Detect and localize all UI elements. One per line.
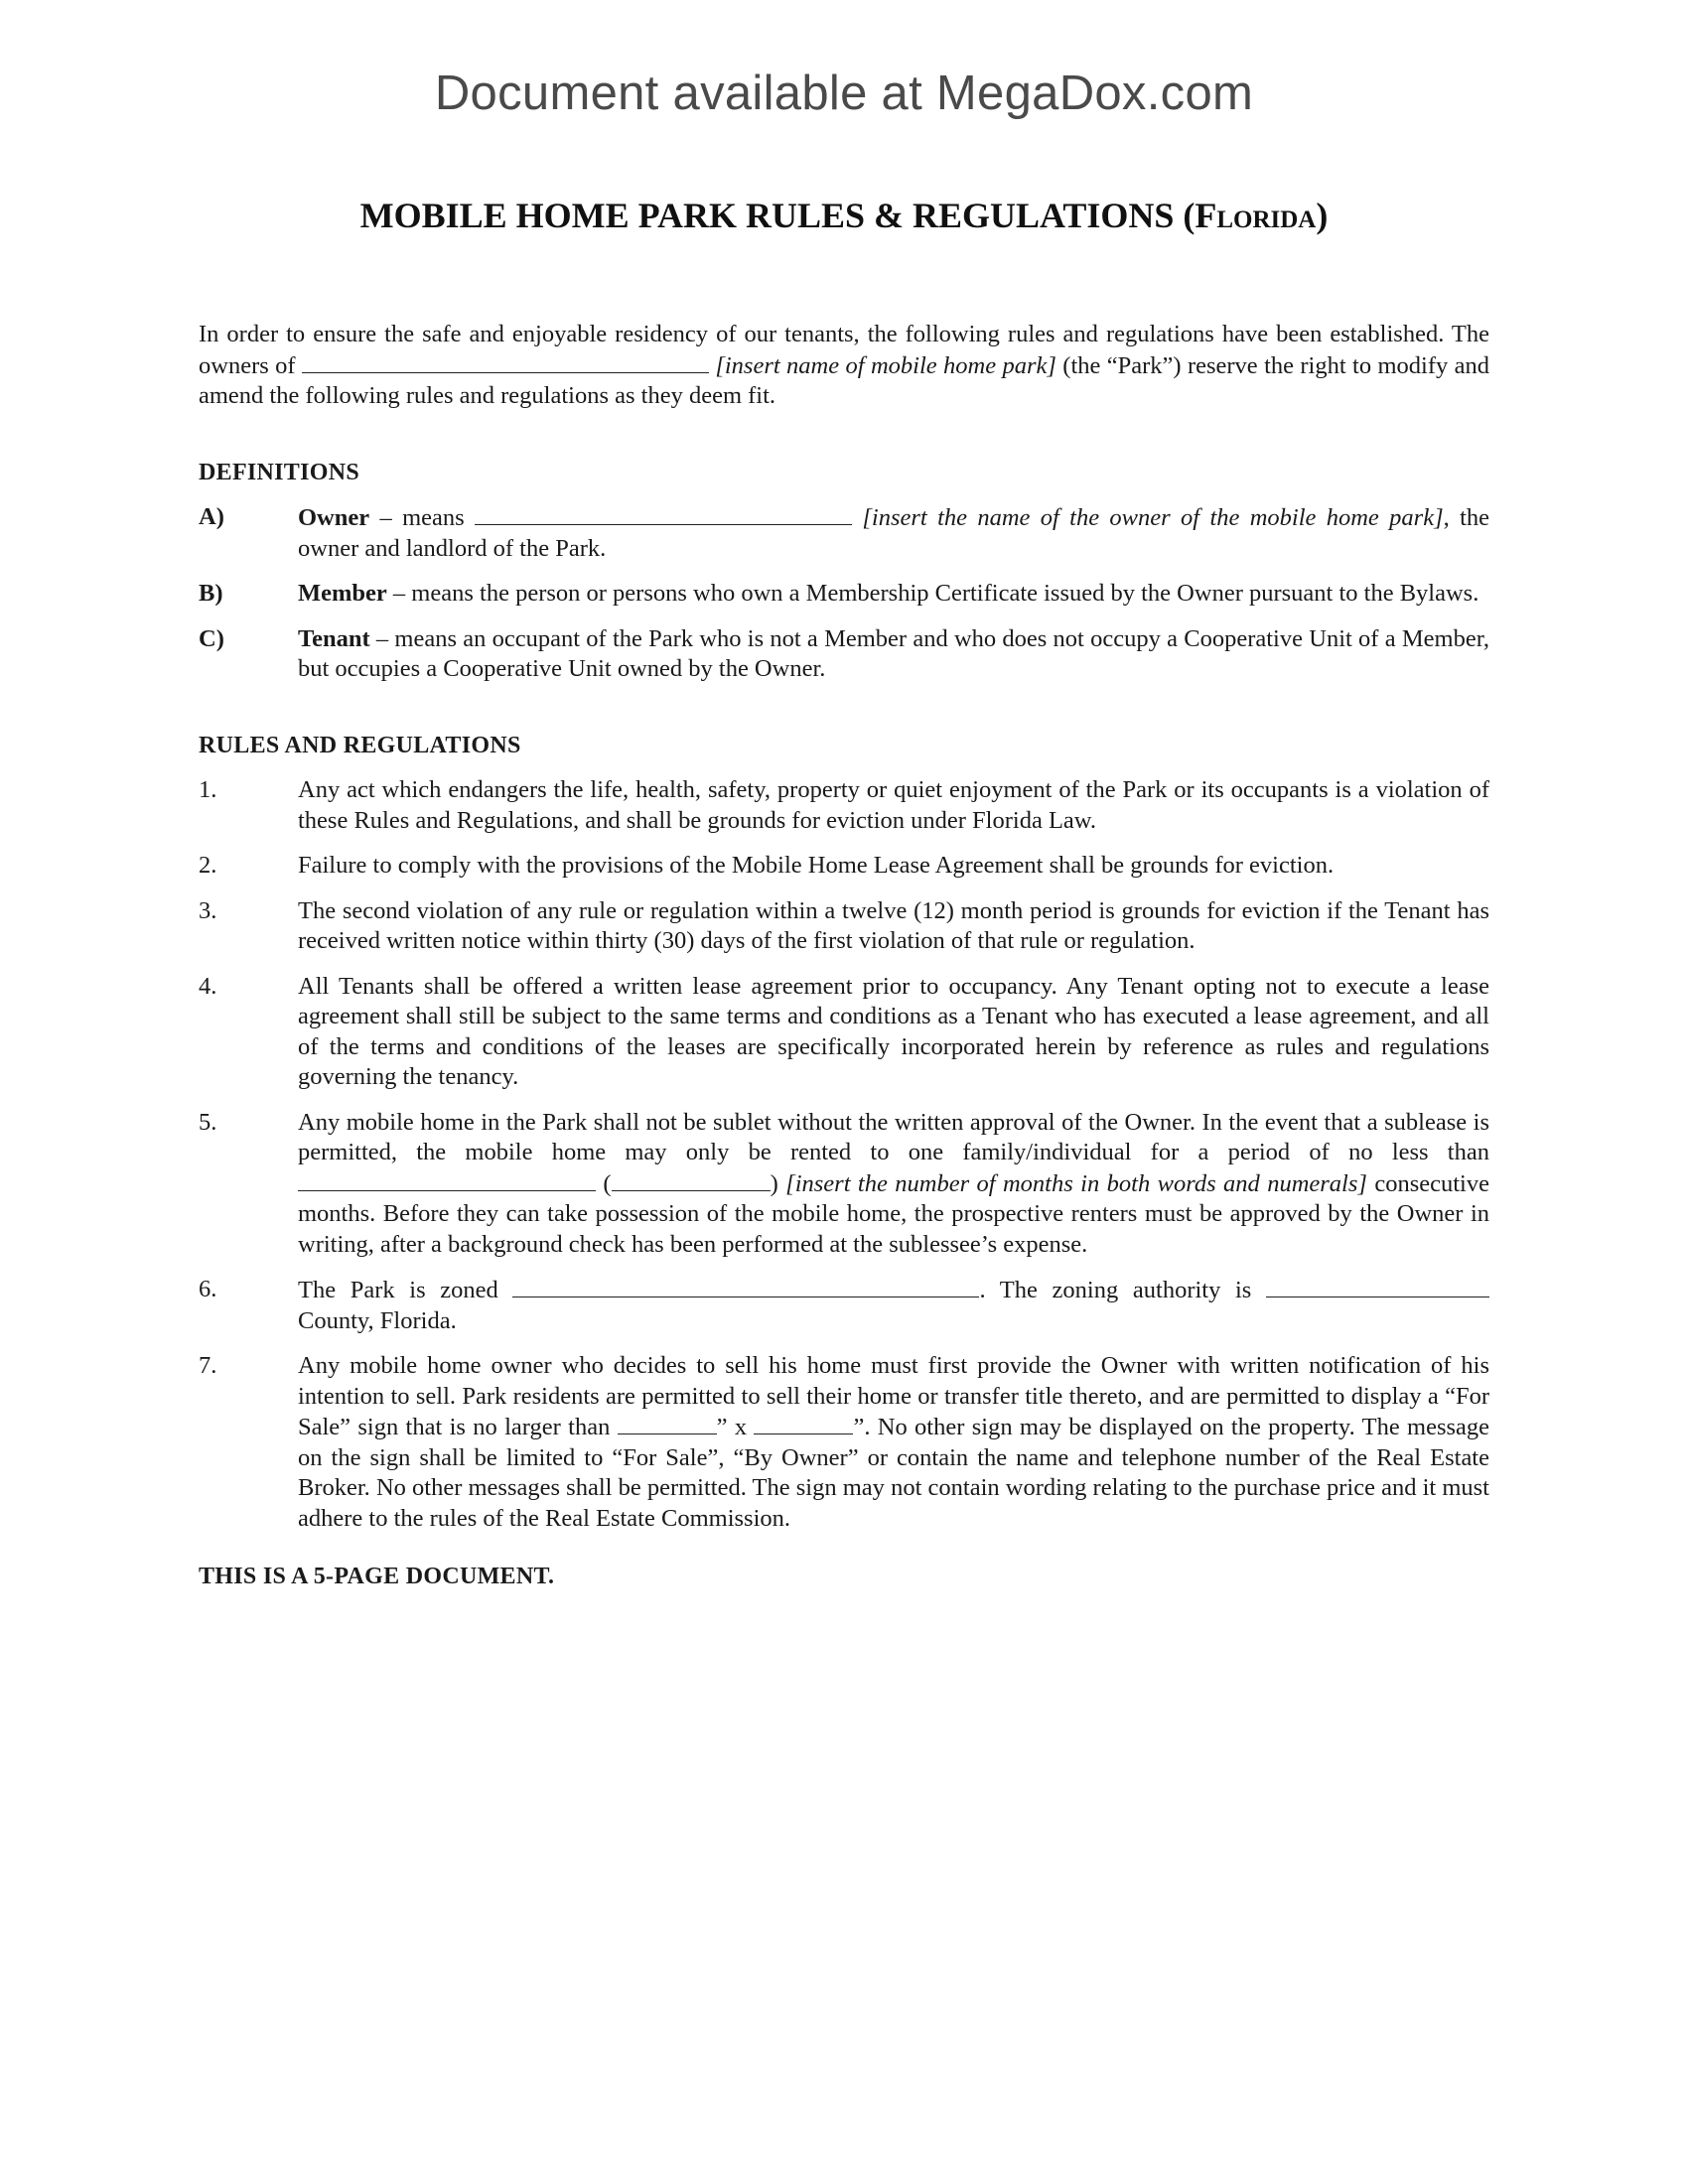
- definition-text: , the owner and landlord of the Park.: [298, 504, 1490, 562]
- rule-number: 6.: [199, 1276, 217, 1302]
- definition-body: [298, 624, 1489, 685]
- rule-item-1: [199, 775, 1489, 836]
- rule-text: County, Florida.: [298, 1306, 457, 1334]
- rule-number: 2.: [199, 852, 217, 879]
- definition-owner: [199, 502, 1489, 564]
- definition-tenant: [199, 624, 1489, 685]
- definition-label: B): [199, 580, 223, 607]
- rule-number: 4.: [199, 972, 217, 1000]
- park-name-blank[interactable]: [302, 350, 709, 373]
- rule-item-2: [199, 851, 1489, 882]
- rule-body: [298, 1351, 1489, 1534]
- rule-body: [298, 1275, 1489, 1336]
- title-main: MOBILE HOME PARK RULES & REGULATIONS (: [359, 196, 1196, 235]
- rule-text: consecutive months. Before they can take possession of the mobile home, the prospective renters must be approved by the Owner in writing, after a background check has been performed at the sublessee’s expense.: [298, 1169, 1489, 1258]
- title-state: Florida: [1195, 196, 1317, 235]
- rule-item-3: [199, 896, 1489, 957]
- rule-text: All Tenants shall be offered a written lease agreement prior to occupancy. Any Tenant opting not to execute a lease agreement shall still be subject to the same terms and conditions as a Tenant who has executed a lease agreement, and all of the terms and conditions of the leases are specifically incorporated herein by reference as rules and regulations governing the tenancy.: [298, 972, 1489, 1090]
- rule-number: 1.: [199, 776, 217, 803]
- rule-text: Any act which endangers the life, health, safety, property or quiet enjoyment of the Park or its occupants is a violation of these Rules and Regulations, and shall be grounds for eviction under Florida Law.: [298, 776, 1489, 834]
- owner-name-blank[interactable]: [475, 502, 852, 525]
- rule-text: The second violation of any rule or regulation within a twelve (12) month period is grounds for eviction if the Tenant has received written notice within thirty (30) days of the first violation of that rule or regulation.: [298, 896, 1489, 954]
- definition-term: Tenant: [298, 624, 370, 652]
- watermark: Document available at MegaDox.com: [434, 67, 1254, 120]
- definition-label: A): [199, 503, 224, 530]
- rule-text: Failure to comply with the provisions of the Mobile Home Lease Agreement shall be grounds for eviction.: [298, 852, 1335, 879]
- definition-term: Member: [298, 580, 387, 607]
- definition-text: – means an occupant of the Park who is not a Member and who does not occupy a Cooperative Unit of a Member, but occupies a Cooperative Unit owned by the Owner.: [298, 624, 1489, 682]
- rule-number: 5.: [199, 1108, 217, 1136]
- definition-member: [199, 579, 1489, 610]
- definition-insert-note: [insert the name of the owner of the mobile home park]: [862, 504, 1444, 531]
- sign-width-blank[interactable]: [618, 1412, 717, 1434]
- definition-label: C): [199, 624, 224, 652]
- rules-heading: RULES AND REGULATIONS: [199, 732, 521, 758]
- rule-body: Any mobile home in the Park shall not be sublet without the written approval of the Owner. In the event that a sublease is permitted, the mobile home may only be rented to one family/individual for a period of no less than ( ) [insert the number of months in both words and numerals] consecutive months. Before they can take possession of the mobile home, the prospective renters must be approved by the Owner in writing, after a background check has been performed at the sublessee’s expense.: [298, 1108, 1489, 1258]
- county-blank[interactable]: [1266, 1275, 1489, 1297]
- intro-paragraph: [199, 320, 1489, 412]
- definition-body: [298, 502, 1489, 564]
- zoning-blank[interactable]: [512, 1275, 979, 1297]
- rule-item-7: [199, 1351, 1489, 1534]
- definition-term: Owner: [298, 504, 370, 531]
- page-count-note: THIS IS A 5-PAGE DOCUMENT.: [199, 1564, 555, 1589]
- rule-item-6: [199, 1275, 1489, 1336]
- rule-text: ” x: [716, 1414, 755, 1440]
- document-body: [199, 320, 1489, 1592]
- sign-height-blank[interactable]: [754, 1412, 853, 1434]
- rule-insert-note: [insert the number of months in both words and numerals]: [785, 1169, 1367, 1197]
- rule-text: Any mobile home owner who decides to sell his home must first provide the Owner with written notification of his intention to sell. Park residents are permitted to sell their home or transfer title thereto, and are permitted to display a “For Sale” sign that is no larger than: [298, 1352, 1489, 1440]
- rule-text: Any mobile home in the Park shall not be sublet without the written approval of the Owner. In the event that a sublease is permitted, the mobile home may only be rented to one family/individual for a period of no less than: [298, 1108, 1489, 1165]
- rule-number: 3.: [199, 896, 217, 924]
- intro-text-1: In order to ensure the safe and enjoyable residency of our tenants, the following rules and regulations have been established. The owners of: [199, 321, 1489, 379]
- rule-text: No other sign may be displayed on the property. The message on the sign shall be limited to “For Sale”, “By Owner” or contain the name and telephone number of the Real Estate Broker. No other messages shall be permitted. The sign may not contain wording relating to the purchase price and it must adhere to the rules of the Real Estate Commission.: [298, 1414, 1490, 1532]
- definition-text: – means the person or persons who own a Membership Certificate issued by the Owner pursuant to the Bylaws.: [386, 580, 1479, 607]
- rule-item-4: [199, 972, 1489, 1093]
- months-numerals-blank[interactable]: [612, 1168, 771, 1191]
- definitions-heading: DEFINITIONS: [199, 459, 360, 485]
- intro-text-2: (the “Park”) reserve the right to modify and amend the following rules and regulations as they deem fit.: [199, 351, 1489, 409]
- definition-text: – means: [369, 504, 476, 531]
- document-title: [0, 195, 1688, 236]
- rule-item-5: [199, 1108, 1489, 1261]
- rule-text: ”.: [853, 1414, 871, 1440]
- title-close: ): [1316, 196, 1329, 235]
- months-words-blank[interactable]: [298, 1168, 596, 1191]
- definition-body: [298, 579, 1489, 610]
- intro-insert-note: [insert name of mobile home park]: [715, 351, 1056, 379]
- rule-text: The Park is zoned: [298, 1277, 513, 1303]
- rule-text: . The zoning authority is: [979, 1277, 1266, 1303]
- rule-number: 7.: [199, 1352, 217, 1379]
